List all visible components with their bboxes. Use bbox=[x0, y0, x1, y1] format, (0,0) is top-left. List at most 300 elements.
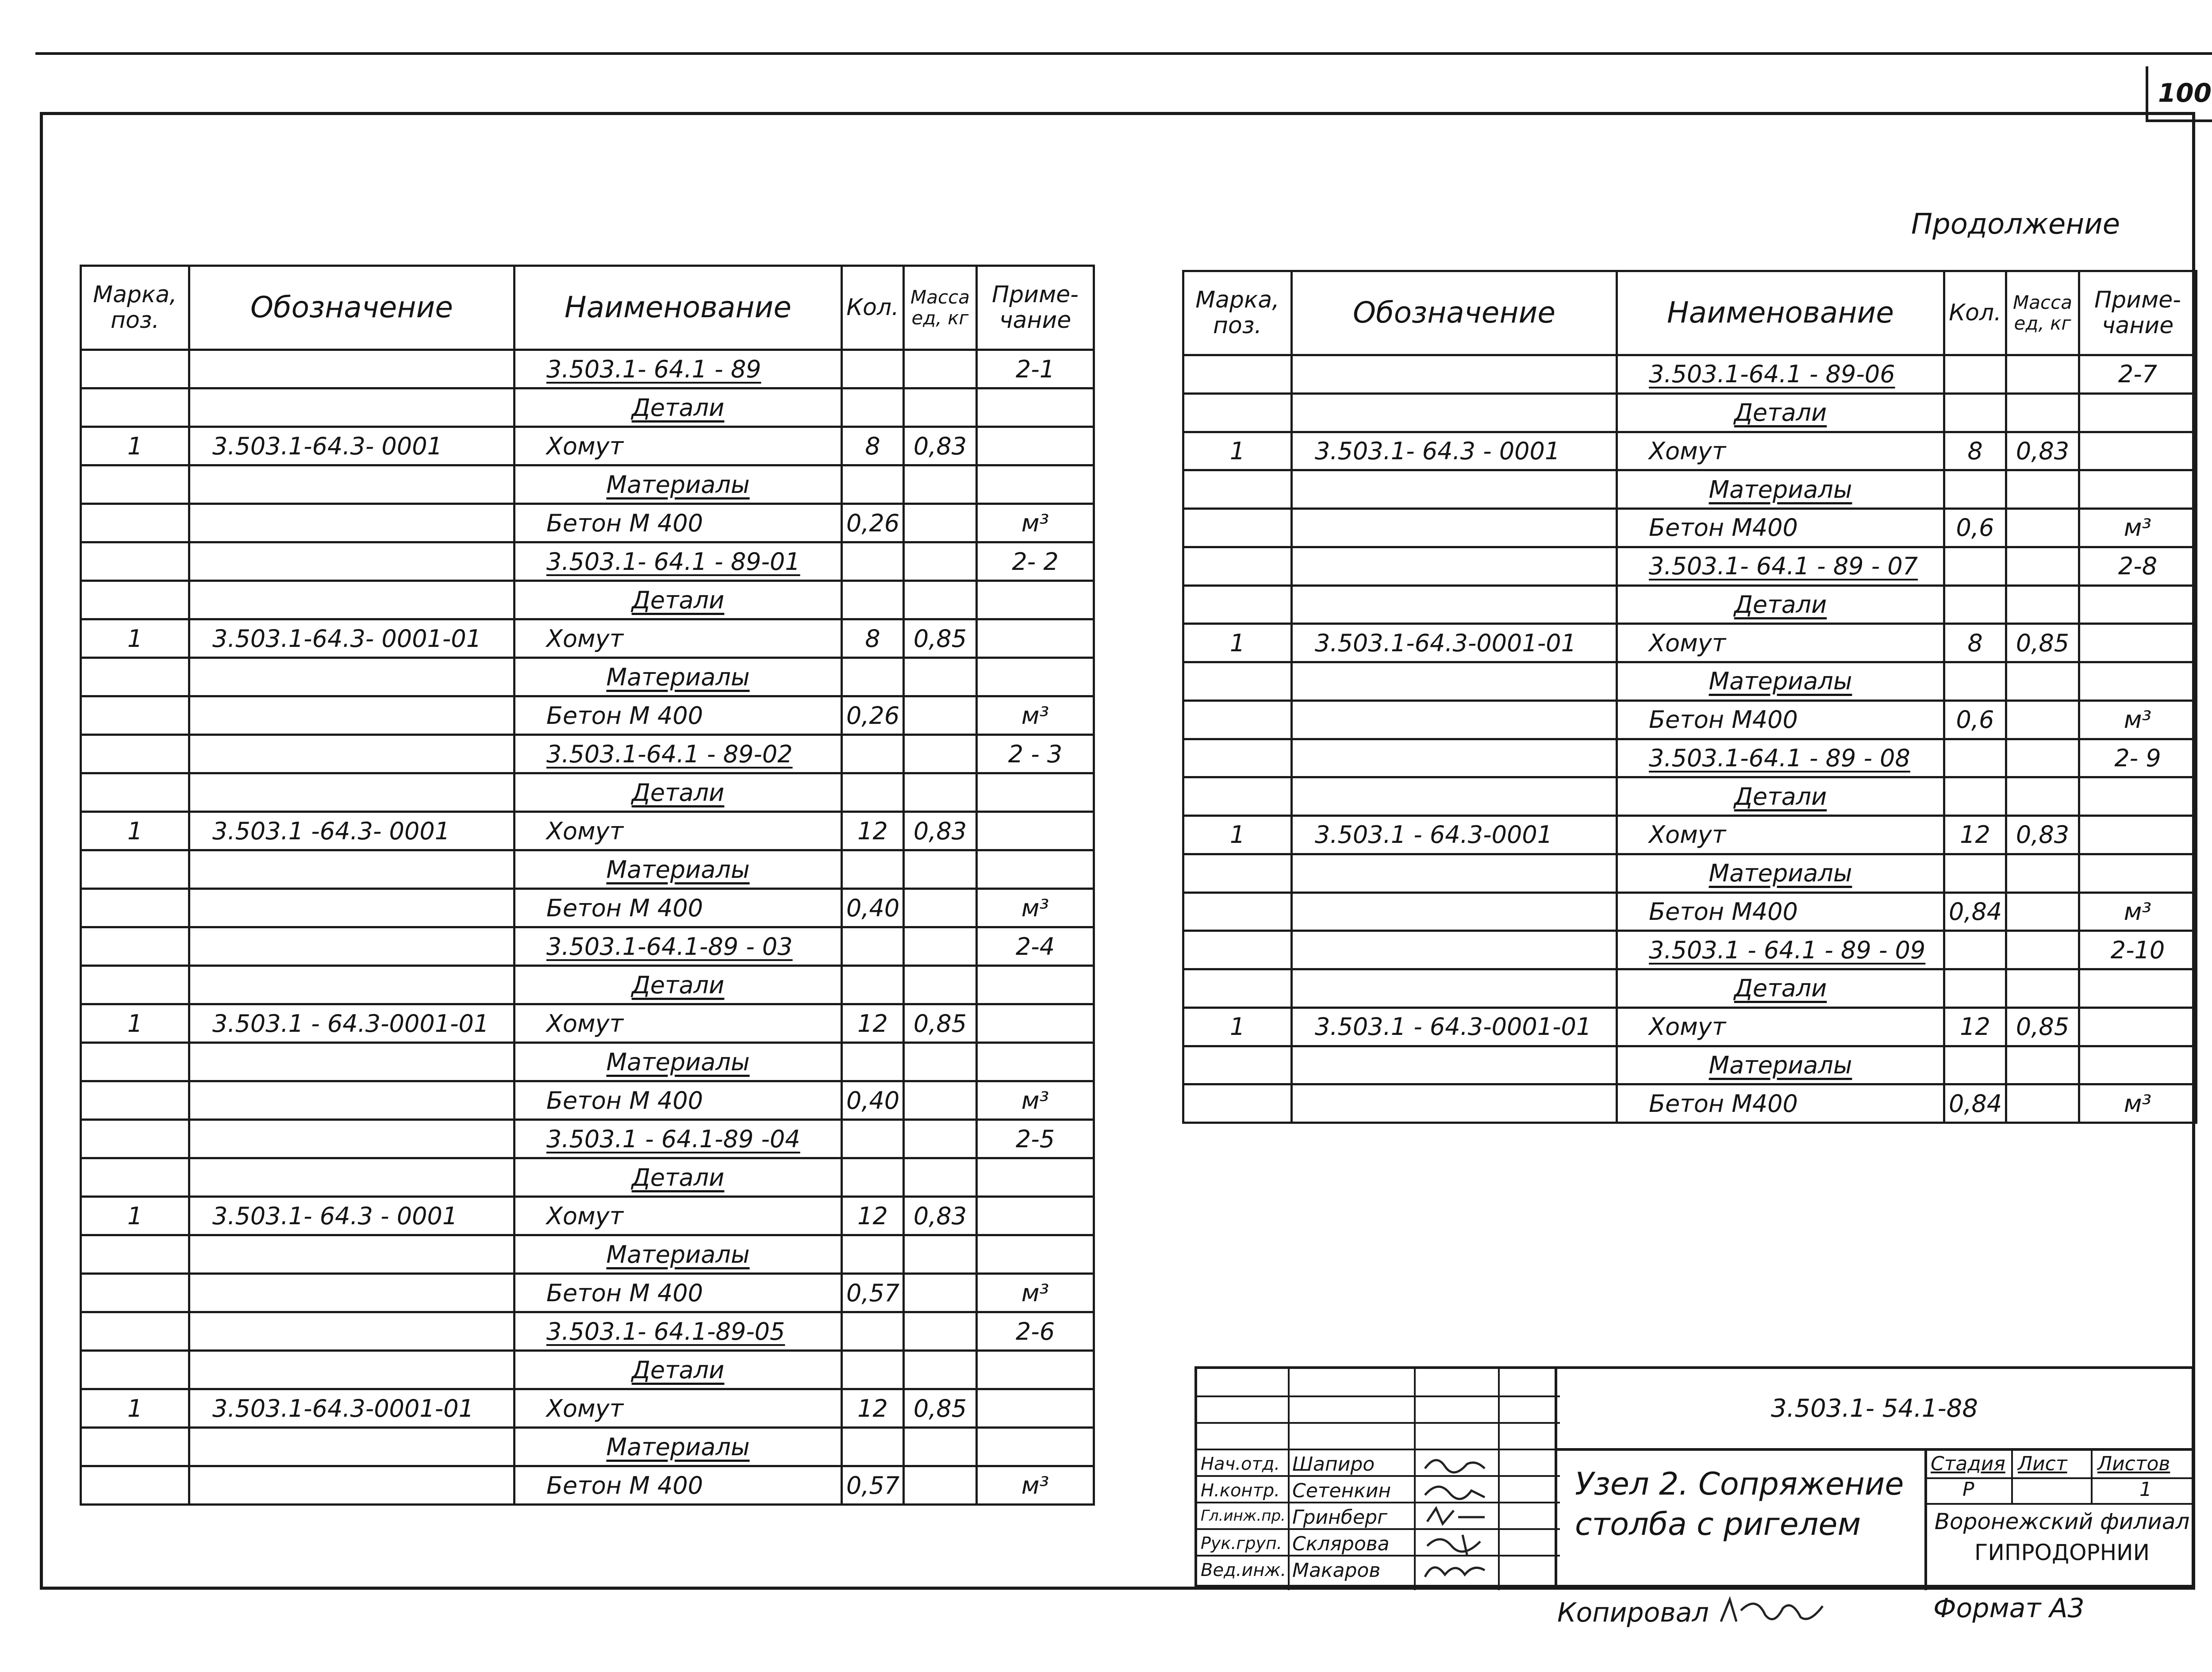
grid-divider bbox=[1288, 1369, 1290, 1590]
designation-cell: 3.503.1- 64.3 - 0001 bbox=[1292, 432, 1617, 470]
position-cell: 1 bbox=[81, 1004, 189, 1043]
designation-cell bbox=[189, 1081, 515, 1120]
name-cell bbox=[515, 927, 842, 966]
position-cell bbox=[81, 735, 189, 773]
copied-by-label: Копировал bbox=[1557, 1597, 1709, 1628]
position-cell bbox=[81, 966, 189, 1004]
qty-cell bbox=[1944, 1046, 2006, 1084]
name-cell bbox=[1617, 624, 1944, 662]
mass-cell bbox=[2006, 700, 2079, 739]
position-cell: 1 bbox=[81, 812, 189, 850]
qty-cell: 8 bbox=[842, 427, 904, 465]
note-cell bbox=[2079, 432, 2197, 470]
qty-cell bbox=[842, 1235, 904, 1274]
name-cell bbox=[515, 1158, 842, 1197]
qty-cell: 8 bbox=[1944, 432, 2006, 470]
qty-cell: 12 bbox=[1944, 816, 2006, 854]
item-name: Бетон М400 bbox=[1649, 1089, 1798, 1118]
item-name: Хомут bbox=[1649, 821, 1726, 849]
mass-cell bbox=[904, 889, 977, 927]
designation-cell bbox=[1292, 700, 1617, 739]
note-cell bbox=[977, 1235, 1094, 1274]
position-cell bbox=[81, 1466, 189, 1505]
designation-cell bbox=[1292, 854, 1617, 892]
organization-line1: Воронежский филиал bbox=[1934, 1509, 2190, 1534]
mass-cell bbox=[904, 388, 977, 427]
mass-cell bbox=[904, 1043, 977, 1081]
mass-cell bbox=[904, 658, 977, 696]
table-row bbox=[81, 966, 1094, 1004]
mass-cell bbox=[2006, 585, 2079, 624]
position-cell bbox=[81, 581, 189, 619]
note-cell: 2-8 bbox=[2079, 547, 2197, 585]
position-cell bbox=[1183, 931, 1292, 969]
qty-cell bbox=[842, 1158, 904, 1197]
name-cell bbox=[515, 735, 842, 773]
mass-cell bbox=[904, 927, 977, 966]
document-ref: 3.503.1-64.1 - 89-02 bbox=[546, 740, 793, 768]
table-row bbox=[81, 465, 1094, 504]
note-cell bbox=[977, 1197, 1094, 1235]
position-cell bbox=[1183, 662, 1292, 701]
position-cell bbox=[81, 773, 189, 812]
col-header-note: Приме- чание bbox=[2079, 271, 2197, 355]
qty-cell: 0,57 bbox=[842, 1274, 904, 1312]
mass-cell bbox=[904, 465, 977, 504]
name-cell bbox=[515, 1351, 842, 1389]
item-name: Хомут bbox=[1649, 437, 1726, 465]
note-cell bbox=[977, 619, 1094, 658]
name-cell bbox=[1617, 1007, 1944, 1046]
qty-cell: 12 bbox=[1944, 1007, 2006, 1046]
designation-cell bbox=[189, 735, 515, 773]
grid-divider bbox=[1197, 1475, 1560, 1477]
mass-cell: 0,83 bbox=[2006, 432, 2079, 470]
mass-cell bbox=[904, 735, 977, 773]
qty-cell: 8 bbox=[1944, 624, 2006, 662]
mass-cell: 0,85 bbox=[2006, 624, 2079, 662]
position-cell bbox=[81, 850, 189, 889]
item-name: Хомут bbox=[546, 1394, 624, 1422]
qty-cell bbox=[842, 465, 904, 504]
note-cell bbox=[977, 427, 1094, 465]
table-row bbox=[81, 773, 1094, 812]
position-cell bbox=[81, 927, 189, 966]
col-header-mark: Марка, поз. bbox=[81, 266, 189, 350]
note-cell: м³ bbox=[2079, 700, 2197, 739]
mass-cell bbox=[904, 696, 977, 735]
drawing-title: Узел 2. Сопряжение столба с ригелем bbox=[1575, 1466, 1904, 1542]
name-cell bbox=[1617, 739, 1944, 777]
qty-cell bbox=[1944, 585, 2006, 624]
document-ref: 3.503.1- 64.1-89-05 bbox=[546, 1317, 785, 1345]
name-cell bbox=[515, 773, 842, 812]
name-cell bbox=[515, 696, 842, 735]
position-cell bbox=[81, 1428, 189, 1466]
designation-cell bbox=[189, 658, 515, 696]
note-cell: 2-4 bbox=[977, 927, 1094, 966]
qty-cell bbox=[1944, 662, 2006, 701]
grid-divider bbox=[1197, 1449, 1560, 1450]
spec-table-left bbox=[80, 265, 1095, 1506]
staff-name: Гринберг bbox=[1292, 1506, 1388, 1529]
mass-cell bbox=[2006, 547, 2079, 585]
position-cell bbox=[81, 889, 189, 927]
table-row bbox=[1183, 854, 2197, 892]
table-row bbox=[1183, 393, 2197, 432]
spec-table-right-body bbox=[1183, 355, 2197, 1123]
name-cell bbox=[1617, 969, 1944, 1008]
qty-cell bbox=[1944, 739, 2006, 777]
name-cell bbox=[1617, 662, 1944, 701]
name-cell bbox=[515, 504, 842, 542]
qty-cell bbox=[842, 658, 904, 696]
section-heading: Детали bbox=[1734, 399, 1827, 427]
qty-cell bbox=[1944, 470, 2006, 509]
position-cell bbox=[81, 658, 189, 696]
note-cell: м³ bbox=[977, 1274, 1094, 1312]
qty-cell bbox=[842, 966, 904, 1004]
format-label: Формат А3 bbox=[1933, 1593, 2085, 1624]
position-cell bbox=[81, 465, 189, 504]
designation-cell bbox=[189, 581, 515, 619]
note-cell: м³ bbox=[977, 504, 1094, 542]
section-heading: Детали bbox=[1734, 974, 1827, 1003]
table-row bbox=[81, 1389, 1094, 1428]
table-row bbox=[81, 1312, 1094, 1351]
table-row bbox=[81, 1197, 1094, 1235]
table-row bbox=[1183, 355, 2197, 394]
mass-cell bbox=[904, 1081, 977, 1120]
document-ref: 3.503.1- 64.1 - 89-01 bbox=[546, 547, 800, 576]
spec-table-right bbox=[1182, 270, 2197, 1124]
mass-cell bbox=[2006, 470, 2079, 509]
position-cell bbox=[1183, 585, 1292, 624]
note-cell bbox=[2079, 1007, 2197, 1046]
name-cell bbox=[515, 889, 842, 927]
mass-cell bbox=[904, 1466, 977, 1505]
table-row bbox=[1183, 739, 2197, 777]
note-cell bbox=[977, 388, 1094, 427]
table-row bbox=[81, 504, 1094, 542]
table-row bbox=[81, 1235, 1094, 1274]
table-row bbox=[81, 1351, 1094, 1389]
designation-cell: 3.503.1-64.3-0001-01 bbox=[189, 1389, 515, 1428]
note-cell bbox=[977, 465, 1094, 504]
mass-cell bbox=[904, 504, 977, 542]
frame-left-line bbox=[40, 112, 43, 1590]
name-cell bbox=[515, 1235, 842, 1274]
mass-cell bbox=[904, 1158, 977, 1197]
document-ref: 3.503.1-64.1 - 89 - 08 bbox=[1649, 744, 1910, 772]
section-heading: Детали bbox=[631, 778, 725, 807]
sheets-value: 1 bbox=[2139, 1478, 2152, 1501]
col-header-mass: Масса ед, кг bbox=[2006, 271, 2079, 355]
staff-name: Сетенкин bbox=[1292, 1480, 1391, 1502]
section-heading: Детали bbox=[631, 1163, 725, 1192]
qty-cell: 0,40 bbox=[842, 1081, 904, 1120]
item-name: Бетон М 400 bbox=[546, 894, 703, 922]
mass-cell: 0,83 bbox=[904, 427, 977, 465]
table-row bbox=[1183, 969, 2197, 1008]
position-cell bbox=[81, 1081, 189, 1120]
name-cell bbox=[1617, 931, 1944, 969]
section-heading: Материалы bbox=[1709, 1051, 1852, 1079]
qty-cell: 0,84 bbox=[1944, 892, 2006, 931]
position-cell: 1 bbox=[1183, 816, 1292, 854]
table-row bbox=[1183, 816, 2197, 854]
item-name: Хомут bbox=[546, 624, 624, 653]
section-heading: Материалы bbox=[606, 1433, 750, 1461]
position-cell bbox=[1183, 1084, 1292, 1123]
mass-cell bbox=[2006, 1046, 2079, 1084]
designation-cell bbox=[1292, 662, 1617, 701]
col-header-qty: Кол. bbox=[842, 266, 904, 350]
note-cell: м³ bbox=[2079, 1084, 2197, 1123]
name-cell bbox=[515, 581, 842, 619]
note-cell bbox=[2079, 777, 2197, 816]
note-cell bbox=[977, 1351, 1094, 1389]
table-row bbox=[81, 542, 1094, 581]
note-cell bbox=[977, 812, 1094, 850]
designation-cell bbox=[189, 1428, 515, 1466]
position-cell: 1 bbox=[1183, 432, 1292, 470]
qty-cell bbox=[1944, 931, 2006, 969]
name-cell bbox=[1617, 854, 1944, 892]
position-cell bbox=[81, 1351, 189, 1389]
qty-cell bbox=[842, 735, 904, 773]
designation-cell bbox=[189, 850, 515, 889]
section-heading: Детали bbox=[1734, 782, 1827, 811]
position-cell bbox=[1183, 509, 1292, 547]
name-cell bbox=[515, 1274, 842, 1312]
qty-cell bbox=[842, 850, 904, 889]
note-cell bbox=[977, 1004, 1094, 1043]
mass-cell bbox=[904, 1120, 977, 1158]
qty-cell: 12 bbox=[842, 1197, 904, 1235]
section-heading: Материалы bbox=[606, 1048, 750, 1076]
position-cell bbox=[81, 1120, 189, 1158]
note-cell bbox=[977, 850, 1094, 889]
qty-cell: 8 bbox=[842, 619, 904, 658]
mass-cell: 0,83 bbox=[904, 812, 977, 850]
mass-cell: 0,85 bbox=[904, 619, 977, 658]
table-row bbox=[81, 388, 1094, 427]
qty-cell: 0,26 bbox=[842, 504, 904, 542]
mass-cell bbox=[2006, 662, 2079, 701]
spec-table-left-body bbox=[81, 350, 1094, 1505]
table-row bbox=[1183, 1046, 2197, 1084]
mass-cell bbox=[2006, 355, 2079, 394]
mass-cell bbox=[2006, 393, 2079, 432]
document-code: 3.503.1- 54.1-88 bbox=[1557, 1369, 2192, 1451]
designation-cell bbox=[189, 1466, 515, 1505]
stage-value: Р bbox=[1962, 1478, 1974, 1501]
table-row bbox=[1183, 892, 2197, 931]
mass-cell bbox=[904, 966, 977, 1004]
designation-cell: 3.503.1 - 64.3-0001-01 bbox=[1292, 1007, 1617, 1046]
position-cell: 1 bbox=[81, 619, 189, 658]
position-cell: 1 bbox=[81, 427, 189, 465]
table-row bbox=[1183, 624, 2197, 662]
mass-cell bbox=[904, 850, 977, 889]
qty-cell bbox=[842, 1312, 904, 1351]
designation-cell bbox=[1292, 777, 1617, 816]
name-cell bbox=[515, 350, 842, 388]
note-cell bbox=[2079, 1046, 2197, 1084]
name-cell bbox=[515, 966, 842, 1004]
name-cell bbox=[515, 658, 842, 696]
position-cell: 1 bbox=[1183, 1007, 1292, 1046]
name-cell bbox=[515, 1197, 842, 1235]
designation-cell bbox=[1292, 547, 1617, 585]
staff-role: Рук.груп. bbox=[1201, 1534, 1282, 1553]
qty-cell bbox=[1944, 969, 2006, 1008]
name-cell bbox=[1617, 432, 1944, 470]
table-row bbox=[81, 619, 1094, 658]
name-cell bbox=[515, 1120, 842, 1158]
table-row bbox=[81, 1274, 1094, 1312]
mass-cell bbox=[2006, 739, 2079, 777]
section-heading: Материалы bbox=[1709, 475, 1852, 504]
designation-cell bbox=[189, 1312, 515, 1351]
designation-cell bbox=[189, 1274, 515, 1312]
qty-cell bbox=[842, 1351, 904, 1389]
designation-cell bbox=[189, 465, 515, 504]
designation-cell: 3.503.1-64.3- 0001 bbox=[189, 427, 515, 465]
position-cell bbox=[81, 1235, 189, 1274]
section-heading: Материалы bbox=[606, 470, 750, 499]
note-cell bbox=[977, 658, 1094, 696]
mass-cell bbox=[904, 350, 977, 388]
qty-cell: 12 bbox=[842, 1004, 904, 1043]
name-cell bbox=[1617, 1084, 1944, 1123]
name-cell bbox=[1617, 547, 1944, 585]
designation-cell bbox=[1292, 892, 1617, 931]
top-border-line bbox=[35, 52, 2212, 55]
position-cell: 1 bbox=[81, 1197, 189, 1235]
staff-role: Вед.инж. bbox=[1201, 1560, 1286, 1580]
staff-name: Склярова bbox=[1292, 1533, 1390, 1555]
qty-cell bbox=[1944, 777, 2006, 816]
note-cell: 2 - 3 bbox=[977, 735, 1094, 773]
note-cell: 2-1 bbox=[977, 350, 1094, 388]
qty-cell bbox=[842, 350, 904, 388]
note-cell bbox=[977, 1389, 1094, 1428]
document-ref: 3.503.1-64.1-89 - 03 bbox=[546, 932, 793, 961]
position-cell bbox=[1183, 739, 1292, 777]
staff-role: Нач.отд. bbox=[1201, 1454, 1280, 1474]
table-row bbox=[1183, 585, 2197, 624]
section-heading: Детали bbox=[631, 393, 725, 422]
qty-cell: 12 bbox=[842, 812, 904, 850]
table-row bbox=[81, 1081, 1094, 1120]
mass-cell bbox=[2006, 777, 2079, 816]
grid-divider bbox=[1197, 1422, 1560, 1424]
col-header-name: Наименование bbox=[515, 266, 842, 350]
table-row bbox=[81, 1158, 1094, 1197]
col-header-designation: Обозначение bbox=[1292, 271, 1617, 355]
name-cell bbox=[515, 1428, 842, 1466]
qty-cell bbox=[842, 1428, 904, 1466]
name-cell bbox=[515, 465, 842, 504]
item-name: Бетон М400 bbox=[1649, 706, 1798, 734]
qty-cell bbox=[842, 927, 904, 966]
signatures bbox=[1418, 1451, 1494, 1588]
name-cell bbox=[515, 812, 842, 850]
mass-cell: 0,85 bbox=[2006, 1007, 2079, 1046]
position-cell: 1 bbox=[1183, 624, 1292, 662]
item-name: Бетон М 400 bbox=[546, 509, 703, 537]
name-cell bbox=[1617, 892, 1944, 931]
mass-cell bbox=[904, 542, 977, 581]
item-name: Бетон М 400 bbox=[546, 1086, 703, 1115]
position-cell bbox=[1183, 1046, 1292, 1084]
qty-cell bbox=[1944, 854, 2006, 892]
designation-cell bbox=[189, 1043, 515, 1081]
table-row bbox=[81, 1043, 1094, 1081]
designation-cell bbox=[1292, 739, 1617, 777]
document-ref: 3.503.1 - 64.1-89 -04 bbox=[546, 1125, 800, 1153]
mass-cell bbox=[2006, 1084, 2079, 1123]
item-name: Хомут bbox=[546, 817, 624, 845]
note-cell: м³ bbox=[977, 1081, 1094, 1120]
qty-cell bbox=[842, 581, 904, 619]
position-cell bbox=[1183, 854, 1292, 892]
qty-cell: 0,84 bbox=[1944, 1084, 2006, 1123]
table-row bbox=[1183, 1007, 2197, 1046]
frame-top-line bbox=[40, 112, 2194, 115]
section-heading: Материалы bbox=[606, 1240, 750, 1268]
position-cell bbox=[81, 696, 189, 735]
position-cell bbox=[81, 1158, 189, 1197]
position-cell bbox=[1183, 547, 1292, 585]
name-cell bbox=[515, 1004, 842, 1043]
designation-cell: 3.503.1- 64.3 - 0001 bbox=[189, 1197, 515, 1235]
table-row bbox=[1183, 777, 2197, 816]
position-cell bbox=[81, 1312, 189, 1351]
mass-cell bbox=[2006, 931, 2079, 969]
mass-cell bbox=[904, 581, 977, 619]
page-number: 100 bbox=[2146, 66, 2212, 122]
table-row bbox=[1183, 470, 2197, 509]
item-name: Бетон М400 bbox=[1649, 897, 1798, 926]
note-cell: 2-5 bbox=[977, 1120, 1094, 1158]
section-heading: Детали bbox=[631, 1356, 725, 1384]
qty-cell bbox=[842, 1043, 904, 1081]
name-cell bbox=[1617, 509, 1944, 547]
title-block-main bbox=[1557, 1366, 2194, 1587]
note-cell bbox=[977, 966, 1094, 1004]
table-row bbox=[81, 850, 1094, 889]
designation-cell bbox=[1292, 470, 1617, 509]
qty-cell: 0,26 bbox=[842, 696, 904, 735]
position-cell bbox=[81, 1043, 189, 1081]
name-cell bbox=[1617, 585, 1944, 624]
designation-cell bbox=[189, 350, 515, 388]
designation-cell: 3.503.1-64.3- 0001-01 bbox=[189, 619, 515, 658]
name-cell bbox=[1617, 1046, 1944, 1084]
table-row bbox=[1183, 1084, 2197, 1123]
item-name: Хомут bbox=[546, 1202, 624, 1230]
item-name: Бетон М 400 bbox=[546, 1279, 703, 1307]
designation-cell bbox=[189, 1120, 515, 1158]
grid-divider bbox=[1498, 1369, 1500, 1590]
organization-line2: ГИПРОДОРНИИ bbox=[1974, 1540, 2150, 1565]
name-cell bbox=[515, 1312, 842, 1351]
table-row bbox=[81, 927, 1094, 966]
name-cell bbox=[515, 388, 842, 427]
